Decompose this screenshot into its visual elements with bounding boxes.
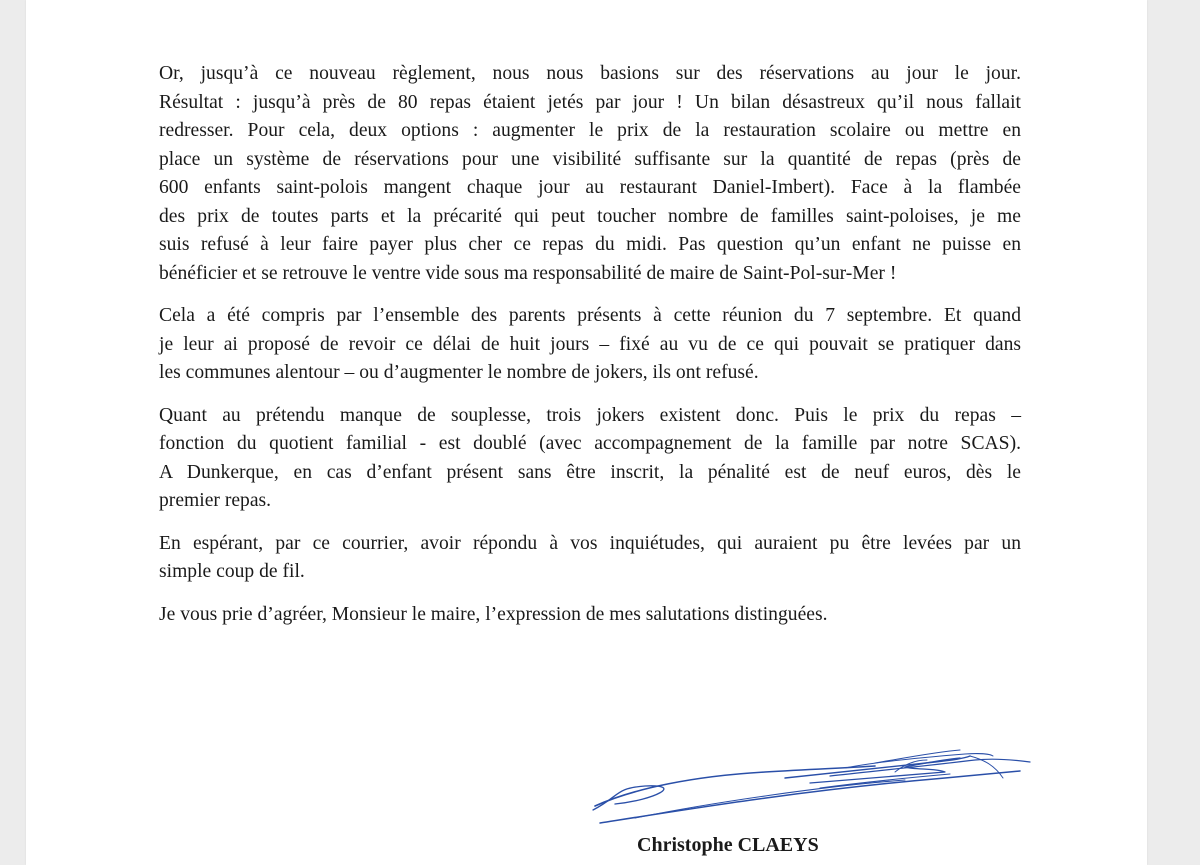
text-line: 600 enfants saint-polois mangent chaque jour au restaurant Daniel-Imbert). Face à la flambée	[159, 177, 1021, 198]
text-line: je leur ai proposé de revoir ce délai de huit jours – fixé au vu de ce qui pouvait se pratiquer dans	[159, 333, 1021, 355]
text-line: premier repas.	[159, 490, 272, 511]
text-line: bénéficier et se retrouve le ventre vide sous ma responsabilité de maire de Saint-Pol-sur-Mer !	[159, 262, 897, 284]
paragraph-1	[159, 60, 1021, 288]
text-line: des prix de toutes parts et la précarité qui peut toucher nombre de familles saint-poloises, je me	[159, 205, 1021, 227]
signer-name: Christophe CLAEYS	[637, 834, 819, 856]
text-line: A Dunkerque, en cas d’enfant présent sans être inscrit, la pénalité est de neuf euros, dès le	[159, 461, 1021, 483]
paragraph-5	[159, 601, 1021, 630]
handwritten-signature	[575, 738, 1035, 838]
text-line: Je vous prie d’agréer, Monsieur le maire, l’expression de mes salutations distinguées.	[159, 603, 828, 625]
text-line: fonction du quotient familial - est doublé (avec accompagnement de la famille par notre SCAS).	[159, 433, 1021, 454]
letter-body	[159, 60, 1021, 629]
text-line: Cela a été compris par l’ensemble des parents présents à cette réunion du 7 septembre. Et quand	[159, 305, 1021, 326]
text-line: place un système de réservations pour une visibilité suffisante sur la quantité de repas (près de	[159, 148, 1021, 170]
text-line: Résultat : jusqu’à près de 80 repas étaient jetés par jour ! Un bilan désastreux qu’il nous fallait	[159, 91, 1021, 113]
text-line: En espérant, par ce courrier, avoir répondu à vos inquiétudes, qui auraient pu être levées par un	[159, 532, 1021, 554]
text-line: suis refusé à leur faire payer plus cher ce repas du midi. Pas question qu’un enfant ne puisse en	[159, 234, 1021, 255]
text-line: Or, jusqu’à ce nouveau règlement, nous nous basions sur des réservations au jour le jour.	[159, 63, 1021, 84]
text-line: les communes alentour – ou d’augmenter le nombre de jokers, ils ont refusé.	[159, 362, 759, 383]
text-line: simple coup de fil.	[159, 561, 305, 582]
paragraph-4	[159, 530, 1021, 587]
text-line: redresser. Pour cela, deux options : augmenter le prix de la restauration scolaire ou mettre en	[159, 120, 1021, 141]
paragraph-2	[159, 302, 1021, 388]
paragraph-3	[159, 402, 1021, 516]
text-line: Quant au prétendu manque de souplesse, trois jokers existent donc. Puis le prix du repas –	[159, 404, 1021, 426]
